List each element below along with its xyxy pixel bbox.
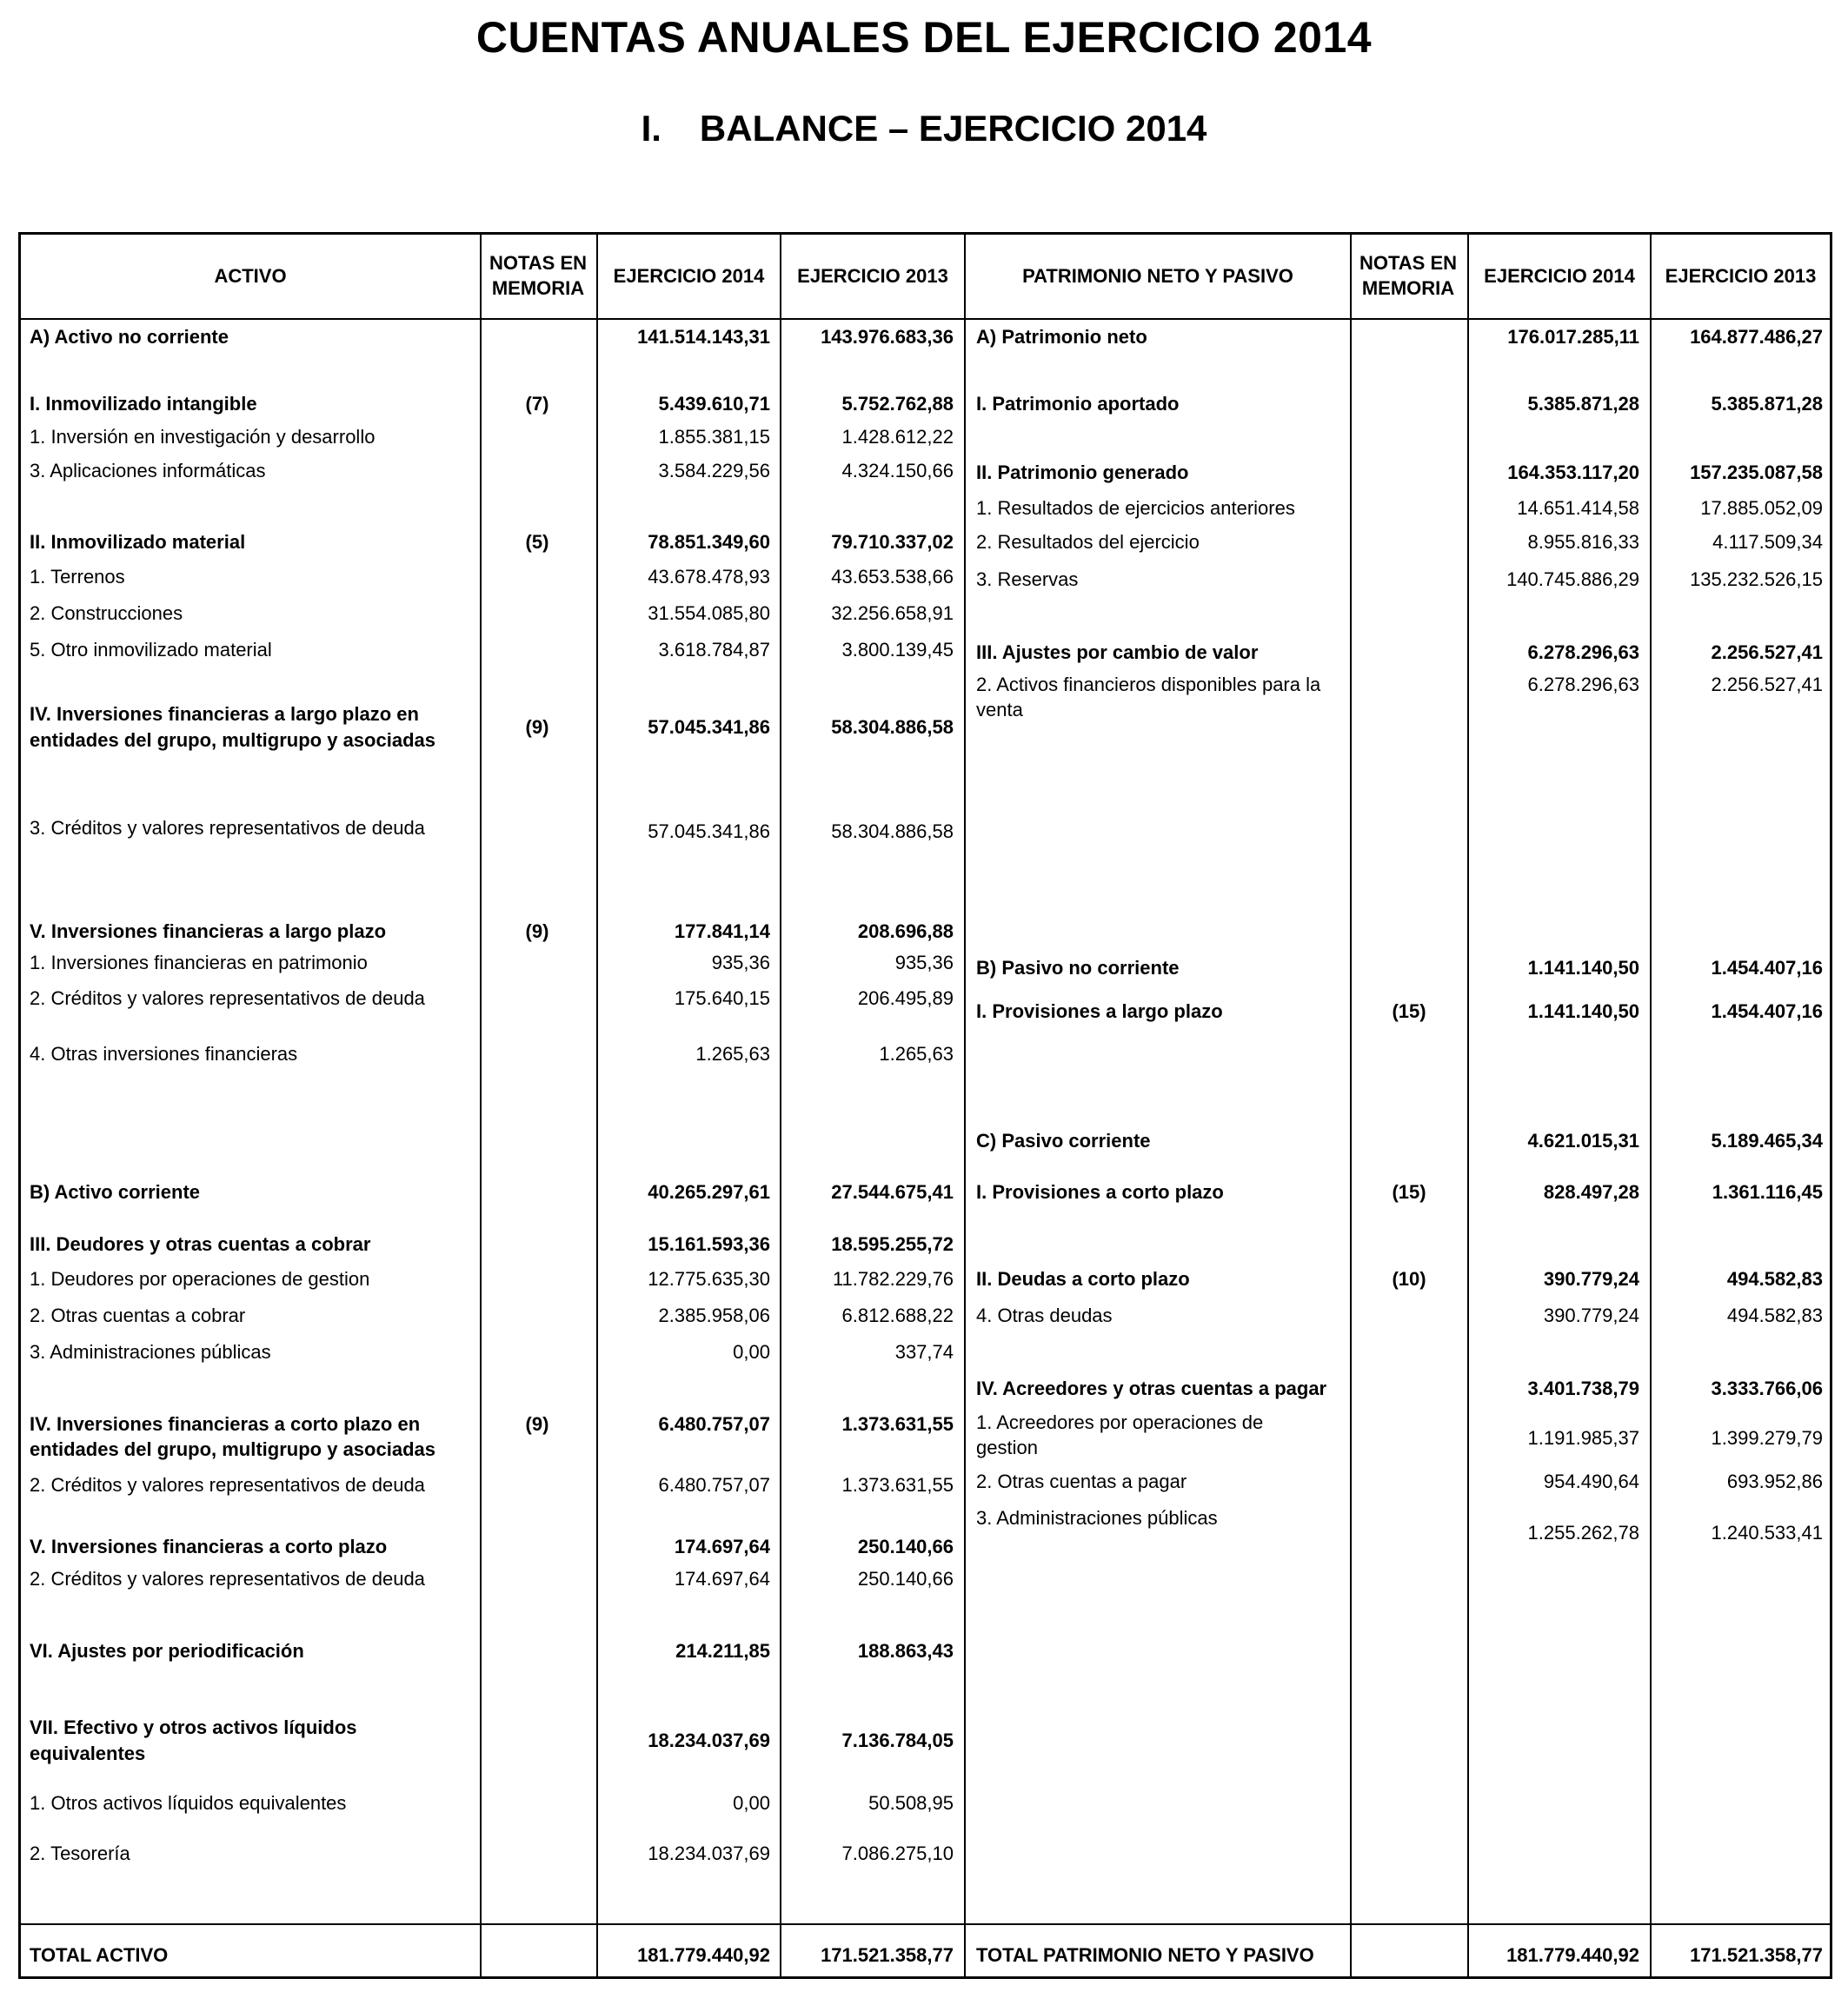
- value-2014: 2.385.958,06: [658, 1305, 770, 1326]
- row-label: II. Deudas a corto plazo: [976, 1268, 1190, 1290]
- value-2014: 176.017.285,11: [1507, 326, 1639, 348]
- value-2014: 18.234.037,69: [648, 1843, 770, 1864]
- value-2014: 14.651.414,58: [1517, 497, 1639, 519]
- value-2014: 6.278.296,63: [1527, 674, 1639, 695]
- row-label: VII. Efectivo y otros activos líquidos: [30, 1716, 357, 1738]
- row-label: 2. Resultados del ejercicio: [976, 531, 1200, 553]
- value-2014: 15.161.593,36: [648, 1233, 770, 1255]
- value-2014: 57.045.341,86: [648, 820, 770, 842]
- value-2013: 3.800.139,45: [841, 639, 954, 661]
- section-title-text: BALANCE – EJERCICIO 2014: [699, 108, 1207, 149]
- value-2014: 3.401.738,79: [1527, 1378, 1639, 1399]
- value-2014: 6.480.757,07: [658, 1413, 770, 1435]
- value-2014: 8.955.816,33: [1527, 531, 1639, 553]
- value-2014: 31.554.085,80: [648, 602, 770, 624]
- value-2014: 1.141.140,50: [1527, 1000, 1639, 1022]
- header-ejercicio-2013: EJERCICIO 2013: [1665, 264, 1817, 287]
- value-2014: 174.697,64: [674, 1568, 770, 1590]
- value-2014: 181.779.440,92: [637, 1944, 770, 1966]
- value-2014: 43.678.478,93: [648, 566, 770, 588]
- row-note: (15): [1392, 1000, 1426, 1022]
- header-ejercicio-2014: EJERCICIO 2014: [1484, 264, 1635, 287]
- row-label: 1. Deudores por operaciones de gestion: [30, 1268, 370, 1290]
- value-2014: 1.191.985,37: [1527, 1427, 1639, 1449]
- value-2013: 157.235.087,58: [1690, 461, 1823, 483]
- row-label: V. Inversiones financieras a corto plazo: [30, 1536, 388, 1557]
- header-ejercicio-2014: EJERCICIO 2014: [613, 264, 765, 287]
- section-title: [0, 108, 1848, 149]
- value-2013: 2.256.527,41: [1711, 674, 1823, 695]
- row-label: I. Patrimonio aportado: [976, 393, 1180, 415]
- value-2013: 250.140,66: [857, 1536, 954, 1557]
- value-2014: 18.234.037,69: [648, 1730, 770, 1751]
- value-2013: 164.877.486,27: [1690, 326, 1823, 348]
- row-label: I. Provisiones a largo plazo: [976, 1000, 1223, 1022]
- value-2013: 143.976.683,36: [821, 326, 954, 348]
- row-label: B) Activo corriente: [30, 1181, 201, 1203]
- value-2014: 390.779,24: [1543, 1268, 1639, 1290]
- value-2014: 40.265.297,61: [648, 1181, 770, 1203]
- row-label: II. Patrimonio generado: [976, 461, 1189, 483]
- value-2013: 79.710.337,02: [831, 531, 954, 553]
- row-label: 2. Construcciones: [30, 602, 183, 624]
- value-2014: 3.584.229,56: [658, 460, 770, 481]
- value-2014: 78.851.349,60: [648, 531, 770, 553]
- value-2013: 2.256.527,41: [1711, 641, 1823, 663]
- row-label: 2. Otras cuentas a cobrar: [30, 1305, 246, 1326]
- value-2013: 494.582,83: [1726, 1305, 1823, 1326]
- value-2014: 1.855.381,15: [658, 426, 770, 448]
- value-2013: 208.696,88: [857, 920, 954, 942]
- header-ejercicio-2013: EJERCICIO 2013: [797, 264, 948, 287]
- value-2013: 1.428.612,22: [841, 426, 954, 448]
- header-activo: ACTIVO: [214, 264, 287, 287]
- row-label: V. Inversiones financieras a largo plazo: [30, 920, 387, 942]
- value-2013: 6.812.688,22: [841, 1305, 954, 1326]
- row-label: 2. Créditos y valores representativos de deuda: [30, 987, 425, 1009]
- value-2013: 1.240.533,41: [1711, 1522, 1823, 1544]
- value-2014: 175.640,15: [674, 987, 770, 1009]
- value-2013: 1.373.631,55: [841, 1413, 954, 1435]
- column-divider: [964, 232, 966, 1979]
- value-2013: 1.454.407,16: [1711, 957, 1823, 979]
- value-2013: 693.952,86: [1726, 1471, 1823, 1492]
- value-2014: 1.265,63: [695, 1043, 770, 1065]
- row-label: entidades del grupo, multigrupo y asociadas: [30, 729, 435, 751]
- row-label: 3. Aplicaciones informáticas: [30, 460, 266, 481]
- value-2013: 17.885.052,09: [1700, 497, 1823, 519]
- row-label: IV. Acreedores y otras cuentas a pagar: [976, 1378, 1327, 1399]
- total-activo-label: TOTAL ACTIVO: [30, 1944, 169, 1966]
- row-label: 1. Acreedores por operaciones de: [976, 1411, 1264, 1433]
- row-label: C) Pasivo corriente: [976, 1130, 1151, 1152]
- column-divider: [480, 232, 482, 1979]
- row-label: 1. Otros activos líquidos equivalentes: [30, 1792, 347, 1814]
- value-2013: 5.189.465,34: [1711, 1130, 1823, 1152]
- row-label: I. Provisiones a corto plazo: [976, 1181, 1224, 1203]
- row-label: 3. Reservas: [976, 568, 1079, 590]
- value-2014: 828.497,28: [1543, 1181, 1639, 1203]
- row-label: 2. Activos financieros disponibles para la: [976, 674, 1321, 695]
- value-2014: 214.211,85: [675, 1640, 770, 1662]
- value-2014: 141.514.143,31: [637, 326, 770, 348]
- row-label: I. Inmovilizado intangible: [30, 393, 257, 415]
- header-notas: NOTAS EN MEMORIA: [1359, 252, 1458, 299]
- value-2013: 1.265,63: [879, 1043, 954, 1065]
- value-2013: 58.304.886,58: [831, 716, 954, 738]
- value-2014: 57.045.341,86: [648, 716, 770, 738]
- value-2014: 177.841,14: [674, 920, 770, 942]
- value-2013: 135.232.526,15: [1690, 568, 1823, 590]
- row-label: gestion: [976, 1437, 1038, 1458]
- row-note: (9): [525, 920, 549, 942]
- column-divider: [596, 232, 598, 1979]
- row-note: (9): [525, 716, 549, 738]
- row-note: (5): [525, 531, 549, 553]
- column-divider: [780, 232, 781, 1979]
- value-2014: 164.353.117,20: [1507, 461, 1639, 483]
- row-label: 3. Créditos y valores representativos de deuda: [30, 817, 425, 839]
- row-label: 1. Inversión en investigación y desarrollo: [30, 426, 376, 448]
- value-2014: 12.775.635,30: [648, 1268, 770, 1290]
- value-2013: 188.863,43: [857, 1640, 954, 1662]
- total-pasivo-label: TOTAL PATRIMONIO NETO Y PASIVO: [976, 1944, 1314, 1966]
- value-2013: 1.361.116,45: [1712, 1181, 1823, 1203]
- row-label: B) Pasivo no corriente: [976, 957, 1180, 979]
- row-label: 1. Terrenos: [30, 566, 125, 588]
- row-label: 2. Otras cuentas a pagar: [976, 1471, 1187, 1492]
- value-2013: 5.385.871,28: [1711, 393, 1823, 415]
- row-label: A) Activo no corriente: [30, 326, 229, 348]
- value-2014: 390.779,24: [1543, 1305, 1639, 1326]
- value-2013: 7.086.275,10: [841, 1843, 954, 1864]
- row-label: IV. Inversiones financieras a corto plazo en: [30, 1413, 421, 1435]
- row-label: II. Inmovilizado material: [30, 531, 246, 553]
- value-2013: 935,36: [894, 952, 954, 973]
- row-label: 2. Créditos y valores representativos de deuda: [30, 1568, 425, 1590]
- document-title: CUENTAS ANUALES DEL EJERCICIO 2014: [475, 13, 1373, 62]
- row-label: IV. Inversiones financieras a largo plazo en: [30, 703, 419, 725]
- value-2014: 174.697,64: [674, 1536, 770, 1557]
- value-2013: 11.782.229,76: [832, 1268, 954, 1290]
- value-2014: 181.779.440,92: [1506, 1944, 1639, 1966]
- row-label: A) Patrimonio neto: [976, 326, 1147, 348]
- row-label: 1. Resultados de ejercicios anteriores: [976, 497, 1295, 519]
- row-label: 3. Administraciones públicas: [976, 1507, 1218, 1529]
- value-2013: 5.752.762,88: [841, 393, 954, 415]
- header-patrimonio-pasivo: PATRIMONIO NETO Y PASIVO: [1022, 264, 1293, 287]
- row-label: 5. Otro inmovilizado material: [30, 639, 272, 661]
- value-2014: 0,00: [733, 1792, 770, 1814]
- column-divider: [1350, 232, 1352, 1979]
- row-label: 2. Tesorería: [30, 1843, 130, 1864]
- value-2014: 0,00: [733, 1341, 770, 1363]
- value-2013: 27.544.675,41: [831, 1181, 954, 1203]
- row-label: 1. Inversiones financieras en patrimonio: [30, 952, 368, 973]
- value-2014: 1.255.262,78: [1527, 1522, 1639, 1544]
- row-label: 2. Créditos y valores representativos de deuda: [30, 1474, 425, 1496]
- value-2013: 206.495,89: [857, 987, 954, 1009]
- value-2014: 6.480.757,07: [658, 1474, 770, 1496]
- column-divider: [1467, 232, 1469, 1979]
- value-2014: 954.490,64: [1543, 1471, 1639, 1492]
- row-label: VI. Ajustes por periodificación: [30, 1640, 304, 1662]
- value-2013: 43.653.538,66: [831, 566, 954, 588]
- value-2013: 337,74: [894, 1341, 954, 1363]
- value-2013: 4.324.150,66: [841, 460, 954, 481]
- value-2014: 140.745.886,29: [1506, 568, 1639, 590]
- value-2014: 5.439.610,71: [658, 393, 770, 415]
- value-2013: 18.595.255,72: [831, 1233, 954, 1255]
- value-2013: 171.521.358,77: [821, 1944, 954, 1966]
- row-note: (9): [525, 1413, 549, 1435]
- value-2013: 250.140,66: [857, 1568, 954, 1590]
- value-2013: 3.333.766,06: [1711, 1378, 1823, 1399]
- row-label: III. Deudores y otras cuentas a cobrar: [30, 1233, 371, 1255]
- row-note: (7): [525, 393, 549, 415]
- row-label: 4. Otras inversiones financieras: [30, 1043, 298, 1065]
- value-2013: 7.136.784,05: [841, 1730, 954, 1751]
- value-2013: 171.521.358,77: [1690, 1944, 1823, 1966]
- value-2013: 1.373.631,55: [841, 1474, 954, 1496]
- value-2013: 1.454.407,16: [1711, 1000, 1823, 1022]
- row-note: (15): [1392, 1181, 1426, 1203]
- value-2014: 6.278.296,63: [1527, 641, 1639, 663]
- row-note: (10): [1392, 1268, 1426, 1290]
- value-2013: 58.304.886,58: [831, 820, 954, 842]
- value-2013: 32.256.658,91: [831, 602, 954, 624]
- value-2014: 5.385.871,28: [1527, 393, 1639, 415]
- row-label: entidades del grupo, multigrupo y asociadas: [30, 1438, 435, 1460]
- row-label: equivalentes: [30, 1743, 146, 1764]
- value-2014: 1.141.140,50: [1527, 957, 1639, 979]
- column-divider: [1650, 232, 1652, 1979]
- total-divider: [18, 1923, 1832, 1925]
- value-2013: 4.117.509,34: [1712, 531, 1823, 553]
- row-label: III. Ajustes por cambio de valor: [976, 641, 1259, 663]
- value-2014: 935,36: [711, 952, 770, 973]
- section-number: I.: [641, 108, 661, 149]
- header-notas: NOTAS EN MEMORIA: [489, 252, 588, 299]
- value-2013: 1.399.279,79: [1711, 1427, 1823, 1449]
- value-2013: 494.582,83: [1726, 1268, 1823, 1290]
- row-label: 3. Administraciones públicas: [30, 1341, 271, 1363]
- value-2014: 4.621.015,31: [1527, 1130, 1639, 1152]
- row-label: venta: [976, 699, 1023, 720]
- value-2014: 3.618.784,87: [658, 639, 770, 661]
- value-2013: 50.508,95: [868, 1792, 954, 1814]
- row-label: 4. Otras deudas: [976, 1305, 1113, 1326]
